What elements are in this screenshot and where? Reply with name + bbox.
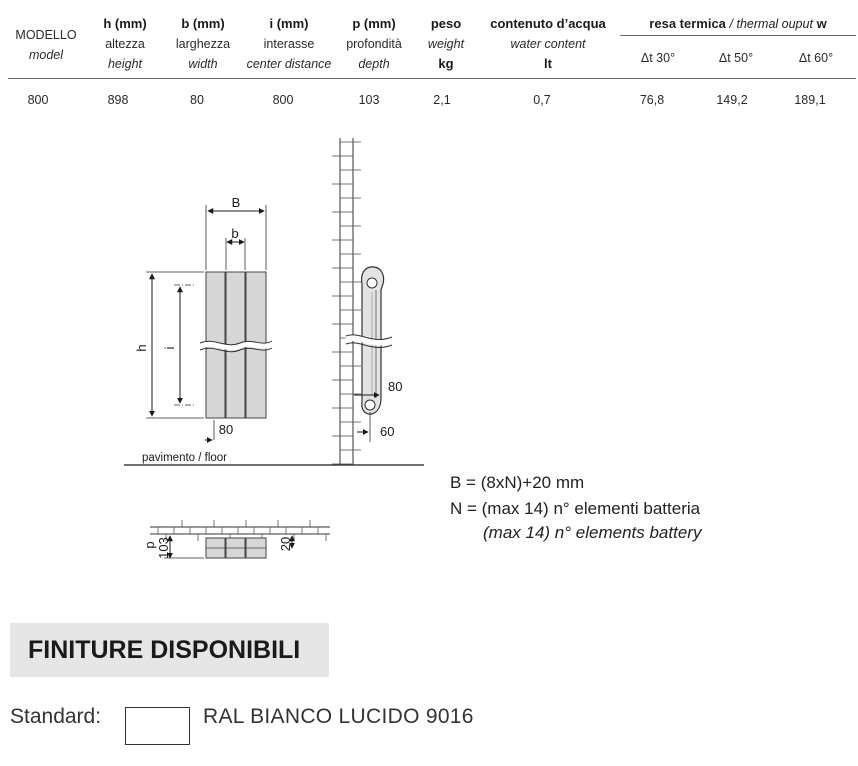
dim-80-front-label: 80 [218, 422, 234, 437]
header-depth-label-en: depth [358, 57, 390, 71]
cell-center-distance: 800 [272, 93, 294, 107]
cell-dt30: 76,8 [639, 93, 665, 107]
cell-weight: 2,1 [433, 93, 451, 107]
header-weight-unit: kg [438, 56, 454, 71]
header-height-label: h (mm) [103, 16, 147, 31]
dim-80-side-label: 80 [388, 379, 403, 394]
dim-B-label: B [231, 195, 241, 210]
header-output-unit: w [816, 16, 827, 31]
header-height-label-en: height [107, 57, 143, 71]
header-weight-label-en: weight [427, 37, 465, 51]
formula-line-2: N = (max 14) n° elementi batteria [450, 499, 701, 518]
header-water-label-en: water content [510, 37, 586, 51]
cell-water-content: 0,7 [533, 93, 551, 107]
dim-b-label: b [231, 226, 239, 241]
cell-width: 80 [190, 93, 204, 107]
dim-60-label: 60 [380, 424, 395, 439]
header-dt60: Δt 60° [798, 51, 834, 65]
header-center-label-en: center distance [246, 57, 332, 71]
formula-line-1: B = (8xN)+20 mm [450, 473, 585, 492]
header-output-label: resa termica [649, 16, 726, 31]
dim-i-label: i [162, 346, 177, 350]
color-swatch [125, 707, 190, 745]
cell-height: 898 [107, 93, 129, 107]
dim-h-label: h [134, 344, 149, 352]
header-model-label: MODELLO [15, 28, 77, 42]
header-depth-label: p (mm) [352, 16, 396, 31]
header-height-label-it: altezza [105, 37, 145, 51]
cell-depth: 103 [358, 93, 380, 107]
header-water-label: contenuto d’acqua [490, 16, 606, 31]
dim-103-label: 103 [156, 537, 171, 559]
header-weight-label: peso [430, 16, 462, 31]
header-center-label-it: interasse [263, 37, 315, 51]
header-center-label: i (mm) [269, 16, 309, 31]
cell-dt50: 149,2 [716, 93, 748, 107]
floor-label: pavimento / floor [142, 452, 228, 464]
header-width-label-en: width [188, 57, 218, 71]
header-depth-label-it: profondità [346, 37, 402, 51]
standard-value: RAL BIANCO LUCIDO 9016 [203, 705, 474, 728]
finishes-title: FINITURE DISPONIBILI [10, 623, 329, 677]
standard-label: Standard: [10, 705, 102, 728]
dim-p-label: p [142, 541, 157, 549]
header-width-label-it: larghezza [175, 37, 231, 51]
header-model-label-en: model [28, 48, 64, 62]
plan-view [142, 520, 330, 559]
header-dt50: Δt 50° [718, 51, 754, 65]
formula-line-3: (max 14) n° elements battery [483, 523, 702, 542]
header-output-label-en: / thermal ouput [729, 17, 813, 31]
header-width-label: b (mm) [181, 16, 225, 31]
cell-dt60: 189,1 [794, 93, 826, 107]
header-dt30: Δt 30° [640, 51, 676, 65]
dim-20-label: 20 [278, 536, 293, 552]
side-view [332, 138, 402, 465]
header-water-unit: lt [544, 56, 552, 71]
cell-model: 800 [27, 93, 49, 107]
